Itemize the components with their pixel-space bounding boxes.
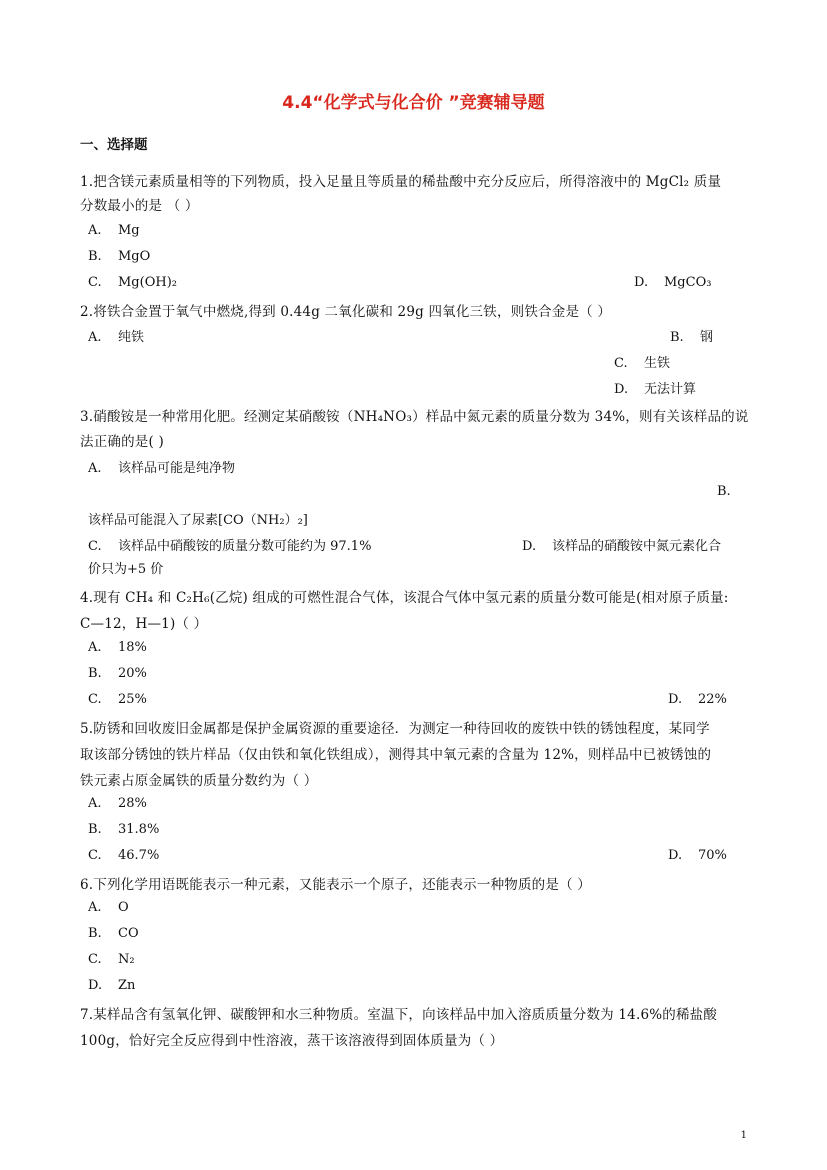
q2-option-d: D. 无法计算 xyxy=(614,382,697,397)
question-7-text: 7.某样品含有氢氧化钾、碳酸钾和水三种物质。室温下，向该样品中加入溶质质量分数为 14.6%的稀盐酸 xyxy=(80,1007,718,1023)
page-number: 1 xyxy=(740,1130,747,1141)
q3-option-d: D. 该样品的硝酸铵中氮元素化合 xyxy=(522,539,722,554)
q5-option-b: B. 31.8% xyxy=(88,822,160,837)
q3-option-b: 该样品可能混入了尿素[CO（NH₂）₂] xyxy=(88,513,308,528)
section-heading: 一、选择题 xyxy=(80,137,148,153)
q5-option-c: C. 46.7% xyxy=(88,848,160,863)
q2-option-a: A. 纯铁 xyxy=(88,330,145,345)
question-4-text: 4.现有 CH₄ 和 C₂H₆(乙烷) 组成的可燃性混合气体，该混合气体中氢元素的质量分数可能是(相对原子质量: xyxy=(80,590,729,606)
q4-option-d: D. 22% xyxy=(668,692,727,707)
question-1-text: 1.把含镁元素质量相等的下列物质，投入足量且等质量的稀盐酸中充分反应后，所得溶液中的 MgCl₂ 质量 xyxy=(80,174,722,190)
q6-option-d: D. Zn xyxy=(88,978,136,993)
question-5-text-cont: 取该部分锈蚀的铁片样品（仅由铁和氧化铁组成），测得其中氧元素的含量为 12%，则样品中已被锈蚀的 xyxy=(80,747,712,763)
q5-option-d: D. 70% xyxy=(668,848,727,863)
question-5-text: 5.防锈和回收废旧金属都是保护金属资源的重要途径．为测定一种待回收的废铁中铁的锈蚀程度，某同学 xyxy=(80,721,710,737)
question-1-text-cont: 分数最小的是 （ ） xyxy=(80,198,199,214)
q4-option-c: C. 25% xyxy=(88,692,147,707)
q3-option-d-cont: 价只为+5 价 xyxy=(88,562,164,577)
q1-option-d: D. MgCO₃ xyxy=(634,275,712,290)
q1-option-b: B. MgO xyxy=(88,249,151,264)
question-2-text: 2.将铁合金置于氧气中燃烧,得到 0.44g 二氧化碳和 29g 四氧化三铁，则铁合金是（ ） xyxy=(80,304,612,320)
q1-option-c: C. Mg(OH)₂ xyxy=(88,275,177,290)
q2-option-c: C. 生铁 xyxy=(614,356,671,371)
q3-option-a: A. 该样品可能是纯净物 xyxy=(88,461,236,476)
question-6-text: 6.下列化学用语既能表示一种元素，又能表示一个原子，还能表示一种物质的是（ ） xyxy=(80,877,591,893)
question-4-text-cont: C—12，H—1)（ ） xyxy=(80,616,208,632)
q3-option-b-label: B. xyxy=(717,484,731,499)
q6-option-c: C. N₂ xyxy=(88,952,135,967)
question-3-text-cont: 法正确的是( ) xyxy=(80,434,164,450)
q4-option-a: A. 18% xyxy=(88,640,147,655)
q6-option-a: A. O xyxy=(88,900,129,915)
q5-option-a: A. 28% xyxy=(88,796,147,811)
question-3-text: 3.硝酸铵是一种常用化肥。经测定某硝酸铵（NH₄NO₃）样品中氮元素的质量分数为 34%，则有关该样品的说 xyxy=(80,409,749,425)
question-5-text-cont2: 铁元素占原金属铁的质量分数约为（ ） xyxy=(80,773,318,789)
q3-option-c: C. 该样品中硝酸铵的质量分数可能约为 97.1% xyxy=(88,539,372,554)
q1-option-a: A. Mg xyxy=(88,223,140,238)
page-title: 4.4“化学式与化合价 ”竞赛辅导题 xyxy=(282,93,545,113)
q4-option-b: B. 20% xyxy=(88,666,147,681)
question-7-text-cont: 100g，恰好完全反应得到中性溶液，蒸干该溶液得到固体质量为（ ） xyxy=(80,1033,504,1049)
q2-option-b: B. 钢 xyxy=(670,330,714,345)
q6-option-b: B. CO xyxy=(88,926,139,941)
